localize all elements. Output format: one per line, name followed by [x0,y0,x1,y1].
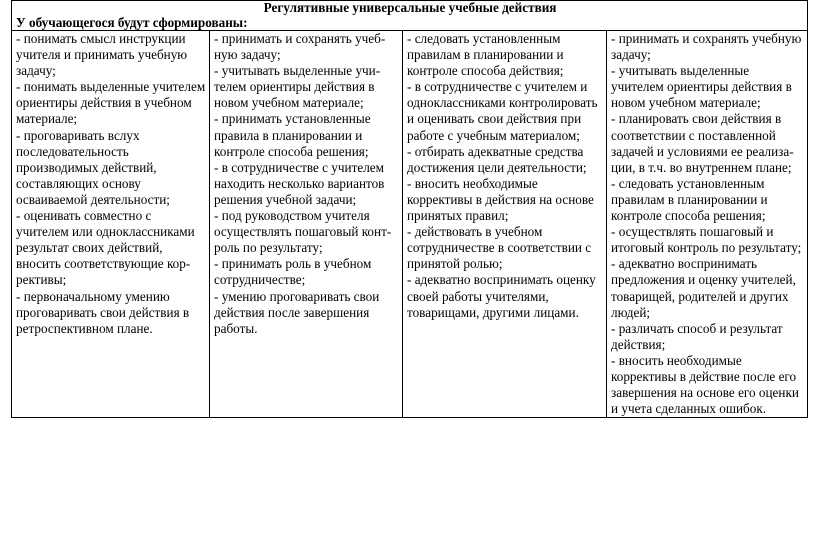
list-item: - вносить необходимые коррективы в действия на основе принятых правил; [407,175,594,224]
column-4-list [611,31,804,417]
column-2 [210,31,403,418]
column-1-list [16,31,206,337]
list-item: - осуществлять пошаговый и итоговый контроль по результату; [611,224,802,256]
list-item: - принимать роль в учебном сотрудничестве; [214,256,372,288]
list-item: - следовать установленным правилам в планировании и контроле способа решения; [611,175,768,224]
column-1 [12,31,210,418]
list-item: - различать способ и результат действия; [611,320,783,352]
list-item: - действовать в учебном сотрудничестве в соответствии с принятой ролью; [407,224,592,272]
list-item: - принимать и сохранять учебную задачу; [611,31,802,63]
table-subtitle: У обучающегося будут сформированы: [16,15,248,30]
list-item: - умению проговаривать свои действия после завершения работы. [214,288,380,336]
list-item: - понимать выделенные учителем ориентиры действия в учебном материале; [16,79,206,127]
header-row [12,1,808,31]
list-item: - оценивать совместно с учителем или одноклассниками результат своих действий, вносить соответствующие коррективы; [16,208,195,288]
column-4 [607,31,808,418]
list-item: - следовать установленным правилам в планировании и контроле способа действия; [407,31,564,79]
column-3-list [407,31,603,321]
list-item: - в сотрудничестве с учителем и одноклассниками контролировать и оценивать свои действия при работе с учебным материалом; [407,79,598,143]
column-3 [403,31,607,418]
header-cell [12,1,808,31]
list-item: - учитывать выделенные учителем ориентиры действия в новом учебном материале; [214,63,381,111]
list-item: - адекватно воспринимать оценку своей работы учителями, товарищами, другими лицами. [407,272,596,320]
list-item: - проговаривать вслух последовательность производимых действий, составляющих основу осваиваемой деятельности; [16,127,170,207]
column-2-list [214,31,399,337]
regulative-actions-table [11,0,808,418]
list-item: - планировать свои действия в соответствии с поставленной задачей и условиями ее реализации, в т.ч. во внутреннем плане; [611,111,794,175]
list-item: - принимать и сохранять учебную задачу; [214,31,386,63]
list-item: - в сотрудничестве с учителем находить несколько вариантов решения учебной задачи; [214,159,385,207]
content-row [12,31,808,418]
list-item: - принимать установленные правила в планировании и контроле способа решения; [214,111,371,159]
list-item: - учитывать выделенные учителем ориентиры действия в новом учебном материале; [611,63,792,111]
list-item: - первоначальному умению проговаривать свои действия в ретроспективном плане. [16,288,190,336]
list-item: - отбирать адекватные средства достижения цели деятельности; [407,143,587,175]
list-item: - под руководством учителя осуществлять пошаговый контроль по результату; [214,208,392,256]
list-item: - вносить необходимые коррективы в действие после его завершения на основе его оценки и учета сделанных ошибок. [611,352,799,417]
list-item: - понимать смысл инструкции учителя и принимать учебную задачу; [16,31,188,79]
table-title: Регулятивные универсальные учебные действия [263,0,557,15]
list-item: - адекватно воспринимать предложения и оценку учителей, товарищей, родителей и других людей; [611,256,796,320]
